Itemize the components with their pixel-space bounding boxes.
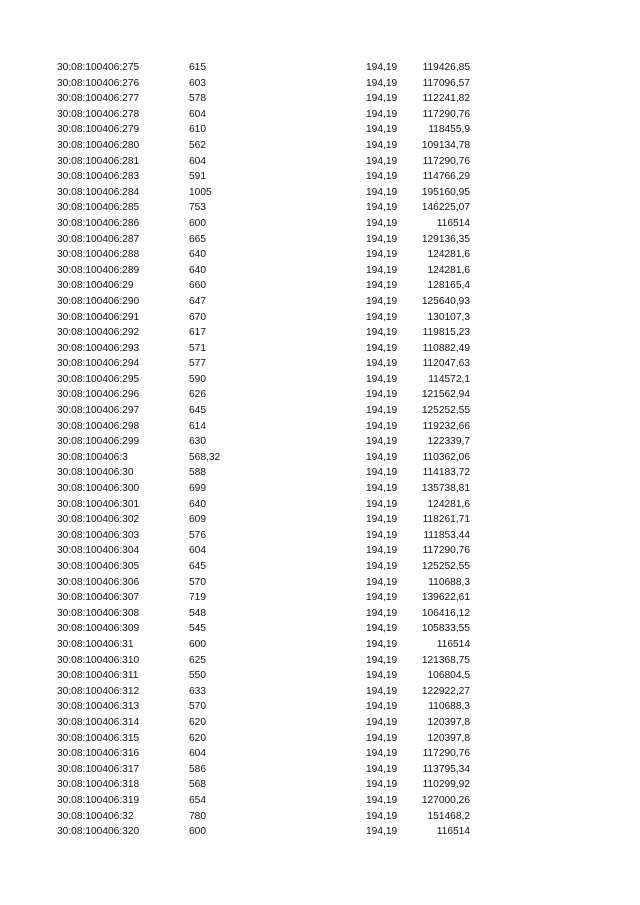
parcel-id-cell: 30:08:100406:309: [57, 623, 140, 635]
quantity-cell: 617: [189, 327, 206, 339]
rate-cell: 194,19: [366, 264, 398, 276]
rate-cell: 194,19: [366, 62, 398, 73]
parcel-id-cell: 30:08:100406:320: [57, 826, 140, 838]
total-cell: 119815,23: [422, 327, 470, 339]
table-row: [0, 512, 640, 528]
parcel-id-cell: 30:08:100406:300: [57, 483, 140, 495]
quantity-cell: 604: [189, 748, 206, 760]
quantity-cell: 620: [189, 732, 206, 744]
total-cell: 125640,93: [421, 295, 470, 307]
table-row: [0, 543, 640, 559]
parcel-id-cell: 30:08:100406:286: [57, 217, 140, 229]
quantity-cell: 670: [189, 311, 206, 323]
quantity-cell: 660: [189, 280, 206, 292]
rate-cell: 194,19: [366, 249, 398, 261]
table-row: [0, 621, 640, 637]
parcel-id-cell: 30:08:100406:297: [57, 405, 140, 417]
table-row: [0, 528, 640, 544]
rate-cell: 194,19: [366, 716, 398, 728]
quantity-cell: 545: [189, 623, 206, 635]
parcel-id-cell: 30:08:100406:294: [57, 358, 140, 370]
total-cell: 135738,81: [421, 483, 470, 495]
total-cell: 116514: [436, 217, 470, 229]
rate-cell: 194,19: [366, 389, 398, 401]
total-cell: 124281,6: [427, 498, 470, 510]
quantity-cell: 620: [189, 716, 206, 728]
quantity-cell: 699: [189, 483, 206, 495]
parcel-id-cell: 30:08:100406:299: [57, 436, 140, 448]
quantity-cell: 614: [189, 420, 206, 432]
total-cell: 109134,78: [421, 139, 470, 151]
rate-cell: 194,19: [366, 607, 398, 619]
total-cell: 119426,85: [422, 62, 470, 73]
parcel-id-cell: 30:08:100406:305: [57, 561, 140, 572]
quantity-cell: 570: [189, 576, 206, 588]
rate-cell: 194,19: [366, 826, 398, 838]
quantity-cell: 603: [189, 77, 206, 89]
parcel-id-cell: 30:08:100406:319: [57, 794, 140, 806]
table-row: [0, 232, 640, 248]
table-row: [0, 809, 640, 825]
quantity-cell: 570: [189, 701, 206, 713]
table-row: [0, 356, 640, 372]
table-row: [0, 465, 640, 481]
table-row: [0, 263, 640, 279]
total-cell: 139622,61: [421, 592, 470, 604]
rate-cell: 194,19: [366, 561, 398, 572]
quantity-cell: 576: [189, 529, 206, 541]
parcel-id-cell: 30:08:100406:316: [57, 748, 140, 760]
table-row: [0, 497, 640, 513]
table-row: [0, 122, 640, 138]
total-cell: 125252,55: [421, 561, 470, 572]
rate-cell: 194,19: [366, 467, 398, 479]
total-cell: 110362,06: [422, 451, 470, 463]
rate-cell: 194,19: [366, 108, 398, 120]
table-row: [0, 294, 640, 310]
table-row: [0, 419, 640, 435]
rate-cell: 194,19: [366, 779, 398, 791]
parcel-id-cell: 30:08:100406:313: [57, 701, 140, 713]
table-row: [0, 154, 640, 170]
parcel-id-cell: 30:08:100406:288: [57, 249, 140, 261]
table-row: [0, 372, 640, 388]
quantity-cell: 600: [189, 638, 206, 650]
parcel-id-cell: 30:08:100406:301: [57, 498, 140, 510]
table-row: [0, 746, 640, 762]
rate-cell: 194,19: [366, 373, 398, 385]
quantity-cell: 568: [189, 779, 206, 791]
table-row: [0, 185, 640, 201]
total-cell: 120397,8: [427, 716, 470, 728]
quantity-cell: 571: [189, 342, 206, 354]
table-row: [0, 341, 640, 357]
table-row: [0, 107, 640, 123]
total-cell: 119232,66: [422, 420, 470, 432]
parcel-id-cell: 30:08:100406:318: [57, 779, 140, 791]
table-row: [0, 91, 640, 107]
total-cell: 117290,76: [422, 545, 470, 557]
rate-cell: 194,19: [366, 280, 398, 292]
total-cell: 117290,76: [422, 108, 470, 120]
total-cell: 111853,44: [423, 529, 470, 541]
parcel-id-cell: 30:08:100406:31: [57, 638, 134, 650]
total-cell: 117290,76: [422, 748, 470, 760]
rate-cell: 194,19: [366, 93, 398, 105]
quantity-cell: 604: [189, 545, 206, 557]
quantity-cell: 562: [189, 139, 206, 151]
parcel-id-cell: 30:08:100406:304: [57, 545, 140, 557]
total-cell: 114766,29: [422, 171, 470, 183]
quantity-cell: 630: [189, 436, 206, 448]
rate-cell: 194,19: [366, 732, 398, 744]
table-row: [0, 637, 640, 653]
parcel-id-cell: 30:08:100406:292: [57, 327, 140, 339]
total-cell: 195160,95: [421, 186, 470, 198]
quantity-cell: 604: [189, 155, 206, 167]
total-cell: 117096,57: [422, 77, 470, 89]
total-cell: 117290,76: [422, 155, 470, 167]
table-row: [0, 653, 640, 669]
rate-cell: 194,19: [366, 155, 398, 167]
rate-cell: 194,19: [366, 748, 398, 760]
total-cell: 118455,9: [428, 124, 470, 136]
parcel-id-cell: 30:08:100406:280: [57, 139, 140, 151]
quantity-cell: 577: [189, 358, 206, 370]
parcel-id-cell: 30:08:100406:314: [57, 716, 140, 728]
parcel-id-cell: 30:08:100406:317: [57, 763, 140, 775]
rate-cell: 194,19: [366, 342, 398, 354]
parcel-id-cell: 30:08:100406:279: [57, 124, 140, 136]
total-cell: 110882,49: [422, 342, 470, 354]
quantity-cell: 568,32: [189, 451, 221, 463]
table-row: [0, 481, 640, 497]
quantity-cell: 640: [189, 264, 206, 276]
rate-cell: 194,19: [366, 186, 398, 198]
quantity-cell: 588: [189, 467, 206, 479]
total-cell: 125252,55: [421, 405, 470, 417]
parcel-id-cell: 30:08:100406:298: [57, 420, 140, 432]
total-cell: 106416,12: [421, 607, 470, 619]
rate-cell: 194,19: [366, 358, 398, 370]
rate-cell: 194,19: [366, 311, 398, 323]
total-cell: 124281,6: [427, 249, 470, 261]
total-cell: 122922,27: [421, 685, 470, 697]
total-cell: 116514: [436, 638, 470, 650]
table-row: [0, 715, 640, 731]
table-row: [0, 684, 640, 700]
table-row: [0, 575, 640, 591]
rate-cell: 194,19: [366, 139, 398, 151]
total-cell: 146225,07: [421, 202, 470, 214]
total-cell: 114183,72: [422, 467, 470, 479]
quantity-cell: 625: [189, 654, 206, 666]
parcel-id-cell: 30:08:100406:291: [57, 311, 140, 323]
parcel-id-cell: 30:08:100406:295: [57, 373, 140, 385]
rate-cell: 194,19: [366, 514, 398, 526]
parcel-id-cell: 30:08:100406:29: [57, 280, 134, 292]
rate-cell: 194,19: [366, 451, 398, 463]
total-cell: 110688,3: [428, 576, 470, 588]
quantity-cell: 640: [189, 498, 206, 510]
parcel-id-cell: 30:08:100406:315: [57, 732, 140, 744]
table-row: [0, 606, 640, 622]
total-cell: 114572,1: [428, 373, 470, 385]
parcel-id-cell: 30:08:100406:303: [57, 529, 140, 541]
table-row: [0, 777, 640, 793]
total-cell: 110688,3: [428, 701, 470, 713]
rate-cell: 194,19: [366, 483, 398, 495]
quantity-cell: 610: [189, 124, 206, 136]
total-cell: 112047,63: [422, 358, 470, 370]
parcel-id-cell: 30:08:100406:287: [57, 233, 140, 245]
rate-cell: 194,19: [366, 498, 398, 510]
parcel-id-cell: 30:08:100406:311: [57, 670, 139, 682]
table-row: [0, 668, 640, 684]
table-row: [0, 278, 640, 294]
table-row: [0, 387, 640, 403]
total-cell: 113795,34: [422, 763, 470, 775]
rate-cell: 194,19: [366, 327, 398, 339]
total-cell: 106804,5: [427, 670, 470, 682]
parcel-id-cell: 30:08:100406:281: [57, 155, 140, 167]
parcel-id-cell: 30:08:100406:30: [57, 467, 134, 479]
parcel-id-cell: 30:08:100406:312: [57, 685, 140, 697]
quantity-cell: 590: [189, 373, 206, 385]
table-row: [0, 559, 640, 575]
rate-cell: 194,19: [366, 545, 398, 557]
rate-cell: 194,19: [366, 701, 398, 713]
total-cell: 121562,94: [421, 389, 470, 401]
total-cell: 121368,75: [421, 654, 470, 666]
quantity-cell: 1005: [189, 186, 212, 198]
quantity-cell: 654: [189, 794, 206, 806]
total-cell: 110299,92: [422, 779, 470, 791]
parcel-id-cell: 30:08:100406:283: [57, 171, 140, 183]
table-row: [0, 793, 640, 809]
parcel-id-cell: 30:08:100406:3: [57, 451, 128, 463]
total-cell: 118261,71: [422, 514, 470, 526]
table-row: [0, 247, 640, 263]
parcel-id-cell: 30:08:100406:290: [57, 295, 140, 307]
rate-cell: 194,19: [366, 124, 398, 136]
quantity-cell: 609: [189, 514, 206, 526]
rate-cell: 194,19: [366, 670, 398, 682]
rate-cell: 194,19: [366, 623, 398, 635]
table-row: [0, 169, 640, 185]
quantity-cell: 640: [189, 249, 206, 261]
quantity-cell: 615: [189, 62, 206, 73]
rate-cell: 194,19: [366, 436, 398, 448]
rate-cell: 194,19: [366, 685, 398, 697]
parcel-id-cell: 30:08:100406:302: [57, 514, 140, 526]
quantity-cell: 780: [189, 810, 206, 822]
total-cell: 128165,4: [427, 280, 470, 292]
quantity-cell: 578: [189, 93, 206, 105]
total-cell: 129136,35: [421, 233, 470, 245]
table-row: [0, 200, 640, 216]
rate-cell: 194,19: [366, 77, 398, 89]
quantity-cell: 591: [189, 171, 206, 183]
quantity-cell: 633: [189, 685, 206, 697]
quantity-cell: 548: [189, 607, 206, 619]
table-row: [0, 216, 640, 232]
parcel-id-cell: 30:08:100406:285: [57, 202, 140, 214]
quantity-cell: 600: [189, 217, 206, 229]
parcel-id-cell: 30:08:100406:310: [57, 654, 140, 666]
parcel-id-cell: 30:08:100406:293: [57, 342, 140, 354]
parcel-id-cell: 30:08:100406:307: [57, 592, 140, 604]
total-cell: 130107,3: [427, 311, 470, 323]
rate-cell: 194,19: [366, 217, 398, 229]
total-cell: 112241,82: [422, 93, 470, 105]
table-row: [0, 310, 640, 326]
rate-cell: 194,19: [366, 233, 398, 245]
table-row: [0, 731, 640, 747]
rate-cell: 194,19: [366, 794, 398, 806]
rate-cell: 194,19: [366, 763, 398, 775]
quantity-cell: 645: [189, 561, 206, 572]
quantity-cell: 645: [189, 405, 206, 417]
rate-cell: 194,19: [366, 638, 398, 650]
table-row: [0, 699, 640, 715]
rate-cell: 194,19: [366, 171, 398, 183]
quantity-cell: 604: [189, 108, 206, 120]
total-cell: 116514: [436, 826, 470, 838]
table-row: [0, 76, 640, 92]
quantity-cell: 665: [189, 233, 206, 245]
rate-cell: 194,19: [366, 405, 398, 417]
rate-cell: 194,19: [366, 592, 398, 604]
total-cell: 105833,55: [421, 623, 470, 635]
table-row: [0, 450, 640, 466]
parcel-id-cell: 30:08:100406:289: [57, 264, 140, 276]
data-table: [0, 60, 640, 840]
rate-cell: 194,19: [366, 295, 398, 307]
rate-cell: 194,19: [366, 529, 398, 541]
rate-cell: 194,19: [366, 420, 398, 432]
table-row: [0, 403, 640, 419]
total-cell: 122339,7: [427, 436, 470, 448]
table-row: [0, 138, 640, 154]
total-cell: 127000,26: [421, 794, 470, 806]
parcel-id-cell: 30:08:100406:276: [57, 77, 140, 89]
parcel-id-cell: 30:08:100406:278: [57, 108, 140, 120]
table-row: [0, 60, 640, 76]
quantity-cell: 586: [189, 763, 206, 775]
parcel-id-cell: 30:08:100406:277: [57, 93, 140, 105]
table-row: [0, 762, 640, 778]
parcel-id-cell: 30:08:100406:308: [57, 607, 140, 619]
quantity-cell: 626: [189, 389, 206, 401]
rate-cell: 194,19: [366, 202, 398, 214]
rate-cell: 194,19: [366, 810, 398, 822]
parcel-id-cell: 30:08:100406:275: [57, 62, 140, 73]
table-row: [0, 325, 640, 341]
total-cell: 124281,6: [427, 264, 470, 276]
quantity-cell: 600: [189, 826, 206, 838]
quantity-cell: 753: [189, 202, 206, 214]
quantity-cell: 719: [189, 592, 206, 604]
rate-cell: 194,19: [366, 654, 398, 666]
rate-cell: 194,19: [366, 576, 398, 588]
table-row: [0, 824, 640, 840]
total-cell: 120397,8: [427, 732, 470, 744]
table-row: [0, 434, 640, 450]
total-cell: 151468,2: [427, 810, 470, 822]
quantity-cell: 550: [189, 670, 206, 682]
table-row: [0, 590, 640, 606]
quantity-cell: 647: [189, 295, 206, 307]
parcel-id-cell: 30:08:100406:32: [57, 810, 134, 822]
parcel-id-cell: 30:08:100406:306: [57, 576, 140, 588]
parcel-id-cell: 30:08:100406:296: [57, 389, 140, 401]
parcel-id-cell: 30:08:100406:284: [57, 186, 140, 198]
